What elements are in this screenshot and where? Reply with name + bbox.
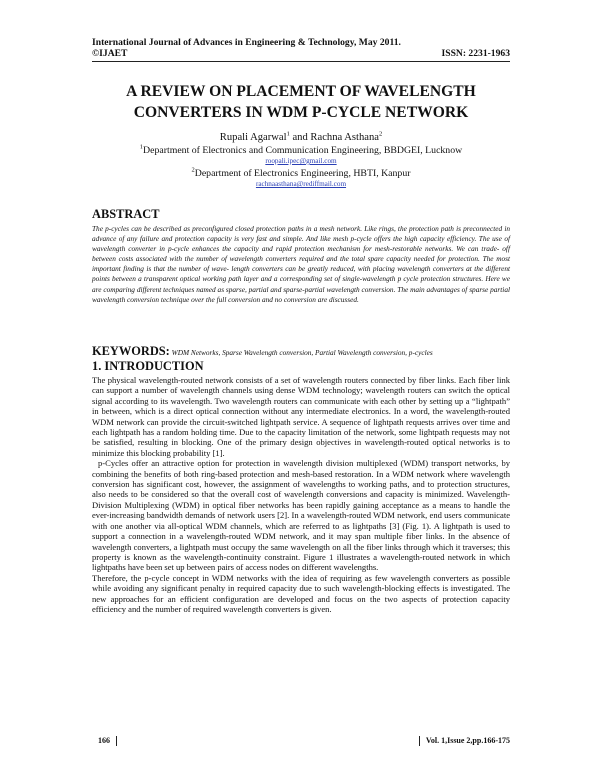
abstract-heading: ABSTRACT <box>92 207 160 221</box>
affiliation <box>92 145 510 157</box>
body-paragraph: p-Cycles offer an attractive option for protection in wavelength division multiplexed (WDM) transport networks, by combining the benefits of both ring-based protection and mesh-based restoration. In a WDM network where wavelength conversion has significant cost, however, the assignment of wavelengths to working paths, and to protection structures, also needs to be considered so that the overall cost of wavelength conversions and capacity is minimized. Wavelength-Division Multiplexing (WDM) in optical fiber networks has been rapidly gaining acceptance as a means to handle the ever-increasing bandwidth demands of network users [2]. In a wavelength-routed WDM network, end users communicate with one another via all-optical WDM channels, which are referred to as lightpaths [3] (Fig. 1). A lightpath is used to support a connection in a wavelength-routed WDM network, and it may span multiple fiber links. In the absence of wavelength converters, a lightpath must occupy the same wavelength on all the fiber links through which it traverses; this property is known as the wavelength-continuity constraint. Figure 1 illustrates a wavelength-routed network in which lightpaths have been set up between pairs of access nodes on different wavelengths. <box>92 458 510 573</box>
affiliation-superscript: 1 <box>139 143 144 151</box>
page-number: 166 <box>98 736 117 746</box>
keywords-text: WDM Networks, Sparse Wavelength conversion, Partial Wavelength conversion, p-cycles <box>169 348 433 357</box>
author-name: Rachna Asthana <box>310 132 379 143</box>
paper-title: A REVIEW ON PLACEMENT OF WAVELENGTH CONVERTERS IN WDM P-CYCLE NETWORK <box>126 83 476 121</box>
affiliation-text: Department of Electronics and Communication Engineering, BBDGEI, Lucknow <box>143 145 463 156</box>
keywords-line <box>92 342 522 360</box>
author-email-link[interactable]: roopali.ipec@gmail.com <box>265 157 337 165</box>
issn-label: ISSN: 2231-1963 <box>441 48 510 59</box>
body-paragraph: Therefore, the p-cycle concept in WDM networks with the idea of requiring as few wavelength converters as possible while avoiding any significant penalty in required capacity due to such wavelength-blocking effects is investigated. The new approaches for an efficient configuration are developed and focus on the two aspects of protection capacity efficiency and the number of required wavelength converters is given. <box>92 572 510 614</box>
affiliation <box>92 168 510 180</box>
section-heading-introduction: 1. INTRODUCTION <box>92 359 204 373</box>
author-email-link[interactable]: rachnaasthana@rediffmail.com <box>255 180 347 188</box>
journal-subheader <box>92 48 510 59</box>
author-conjunction: and <box>289 132 311 143</box>
volume-info: Vol. 1,Issue 2,pp.166-175 <box>419 736 510 746</box>
author-name: Rupali Agarwal <box>219 132 287 143</box>
introduction-body <box>92 375 510 614</box>
journal-header: International Journal of Advances in Engineering & Technology, May 2011. <box>92 37 401 48</box>
author-line <box>92 131 510 144</box>
keywords-label: KEYWORDS: <box>92 344 170 358</box>
abstract-text: The p-cycles can be described as preconfigured closed protection paths in a mesh network. Like rings, the protection path is preconnected in advance of any failure and protection capacity is very fast and simple. And like mesh p-cycle offers the high capacity efficiency. The use of wavelength converter in p-cycle enhances the capacity and rapid protection mechanism for mesh-restorable networks. We can trade- off between costs associated with the number of wavelength converters required and the total spare capacity needed for protection. The most important finding is that the number of wave- length converters can be greatly reduced, with placing wavelength converters at the different points between a transparent optical working path layer and a corresponding set of single-wavelength p cycle protection structures. Here we are comparing different techniques named as sparse, partial and sparse-partial wavelength conversion. The main advantages of sparse partial wavelength conversion technique over the full conversion and no conversion are discussed. <box>92 224 510 304</box>
copyright-label: ©IJAET <box>92 48 128 59</box>
affiliation-text: Department of Electronics Engineering, HBTI, Kanpur <box>194 168 411 179</box>
body-paragraph: The physical wavelength-routed network consists of a set of wavelength routers connected by fiber links. Each fiber link can support a number of wavelength channels using dense WDM technology; wavelength routers can switch the optical signal according to its wavelength. Two wavelength routers can communicate with each other by setting up a “lightpath” in between, which is a direct optical connection without any intermediate electronics. In a word, the wavelength-routed WDM network can provide the circuit-switched lightpath service. A sequence of lightpath requests arrives over time and each lightpath has a random holding time. Due to the capacity limitation of the network, some lightpath requests may not be satisfied, resulting in blocking. One of the primary design objectives in wavelength-routed optical networks is to minimize this blocking probability [1]. <box>92 375 510 458</box>
author-superscript: 2 <box>378 130 383 138</box>
author-superscript: 1 <box>286 130 290 138</box>
affiliation-superscript: 2 <box>191 166 195 174</box>
header-divider <box>92 61 510 62</box>
